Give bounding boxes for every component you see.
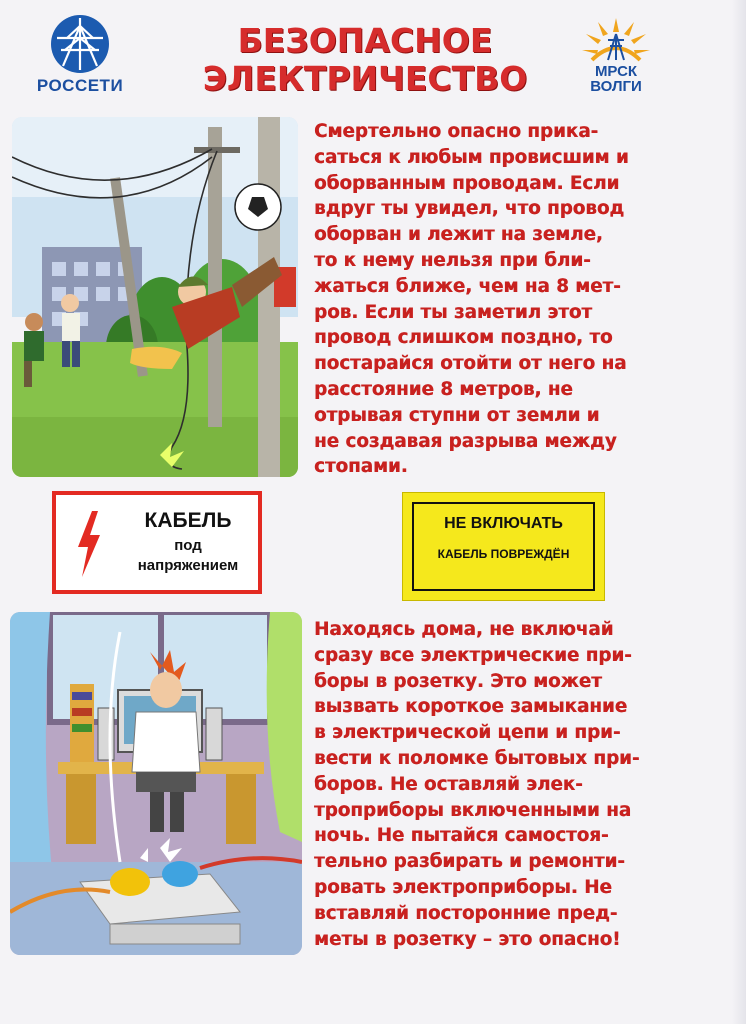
- text-line: жаться ближе, чем на 8 мет-: [314, 275, 621, 297]
- cable-sign-line-3: напряжением: [137, 557, 239, 574]
- cable-sign-line-1: КАБЕЛЬ: [144, 509, 232, 532]
- rosseti-logo: [30, 14, 130, 100]
- text-line: ров. Если ты заметил этот: [314, 301, 592, 323]
- title-line-2: ЭЛЕКТРИЧЕСТВО: [202, 59, 528, 98]
- off-sign-line-1: НЕ ВКЛЮЧАТЬ: [444, 515, 563, 532]
- text-line: не создавая разрыва между: [314, 430, 617, 452]
- lightning-bolt-icon: [70, 509, 106, 579]
- page-title: [150, 22, 580, 98]
- text-line: оборванным проводам. Если: [314, 172, 620, 194]
- text-line: оборван и лежит на земле,: [314, 224, 603, 246]
- text-line: сразу все электрические при-: [314, 644, 632, 666]
- text-line: ночь. Не пытайся самостоя-: [314, 825, 609, 847]
- text-line: саться к любым провисшим и: [314, 146, 629, 168]
- text-line: вести к поломке бытовых при-: [314, 747, 640, 769]
- text-line: в электрической цепи и при-: [314, 722, 621, 744]
- text-line: стопами.: [314, 456, 408, 478]
- do-not-switch-on-sign: [403, 493, 604, 600]
- broken-wire-illustration: [12, 117, 298, 477]
- text-line: Находясь дома, не включай: [314, 619, 614, 640]
- page-edge: [732, 0, 746, 1024]
- mrsk-logo-line-1: МРСК: [594, 63, 638, 80]
- text-line: Смертельно опасно прика-: [314, 121, 599, 142]
- title-line-1: БЕЗОПАСНОЕ: [237, 21, 493, 60]
- cable-voltage-sign: [52, 491, 262, 594]
- mrsk-volgi-logo-text: [568, 64, 664, 94]
- text-line: вставляй посторонние пред-: [314, 902, 618, 924]
- mrsk-volgi-logo: [568, 14, 664, 104]
- text-line: постарайся отойти от него на: [314, 353, 627, 375]
- paragraph-broken-wires: [314, 119, 694, 480]
- text-line: боры в розетку. Это может: [314, 670, 602, 692]
- text-line: троприборы включенными на: [314, 799, 632, 821]
- text-line: вдруг ты увидел, что провод: [314, 198, 625, 220]
- mrsk-logo-line-2: ВОЛГИ: [590, 78, 642, 95]
- text-line: ровать электроприборы. Не: [314, 876, 612, 898]
- rosseti-logo-text: РОССЕТИ: [36, 76, 124, 95]
- cable-sign-line-2: под: [174, 537, 202, 554]
- mrsk-volgi-logo-icon: [578, 14, 654, 64]
- text-line: провод слишком поздно, то: [314, 327, 613, 349]
- text-line: отрывая ступни от земли и: [314, 404, 600, 426]
- rosseti-logo-icon: [45, 14, 115, 76]
- text-line: вызвать короткое замыкание: [314, 696, 628, 718]
- text-line: тельно разбирать и ремонти-: [314, 851, 625, 873]
- text-line: расстояние 8 метров, не: [314, 378, 573, 400]
- off-sign-line-2: КАБЕЛЬ ПОВРЕЖДЁН: [437, 547, 570, 561]
- overloaded-socket-illustration: [10, 612, 302, 955]
- paragraph-home-appliances: [314, 617, 698, 952]
- text-line: меты в розетку – это опасно!: [314, 928, 621, 950]
- text-line: то к нему нельзя при бли-: [314, 249, 591, 271]
- text-line: боров. Не оставляй элек-: [314, 773, 583, 795]
